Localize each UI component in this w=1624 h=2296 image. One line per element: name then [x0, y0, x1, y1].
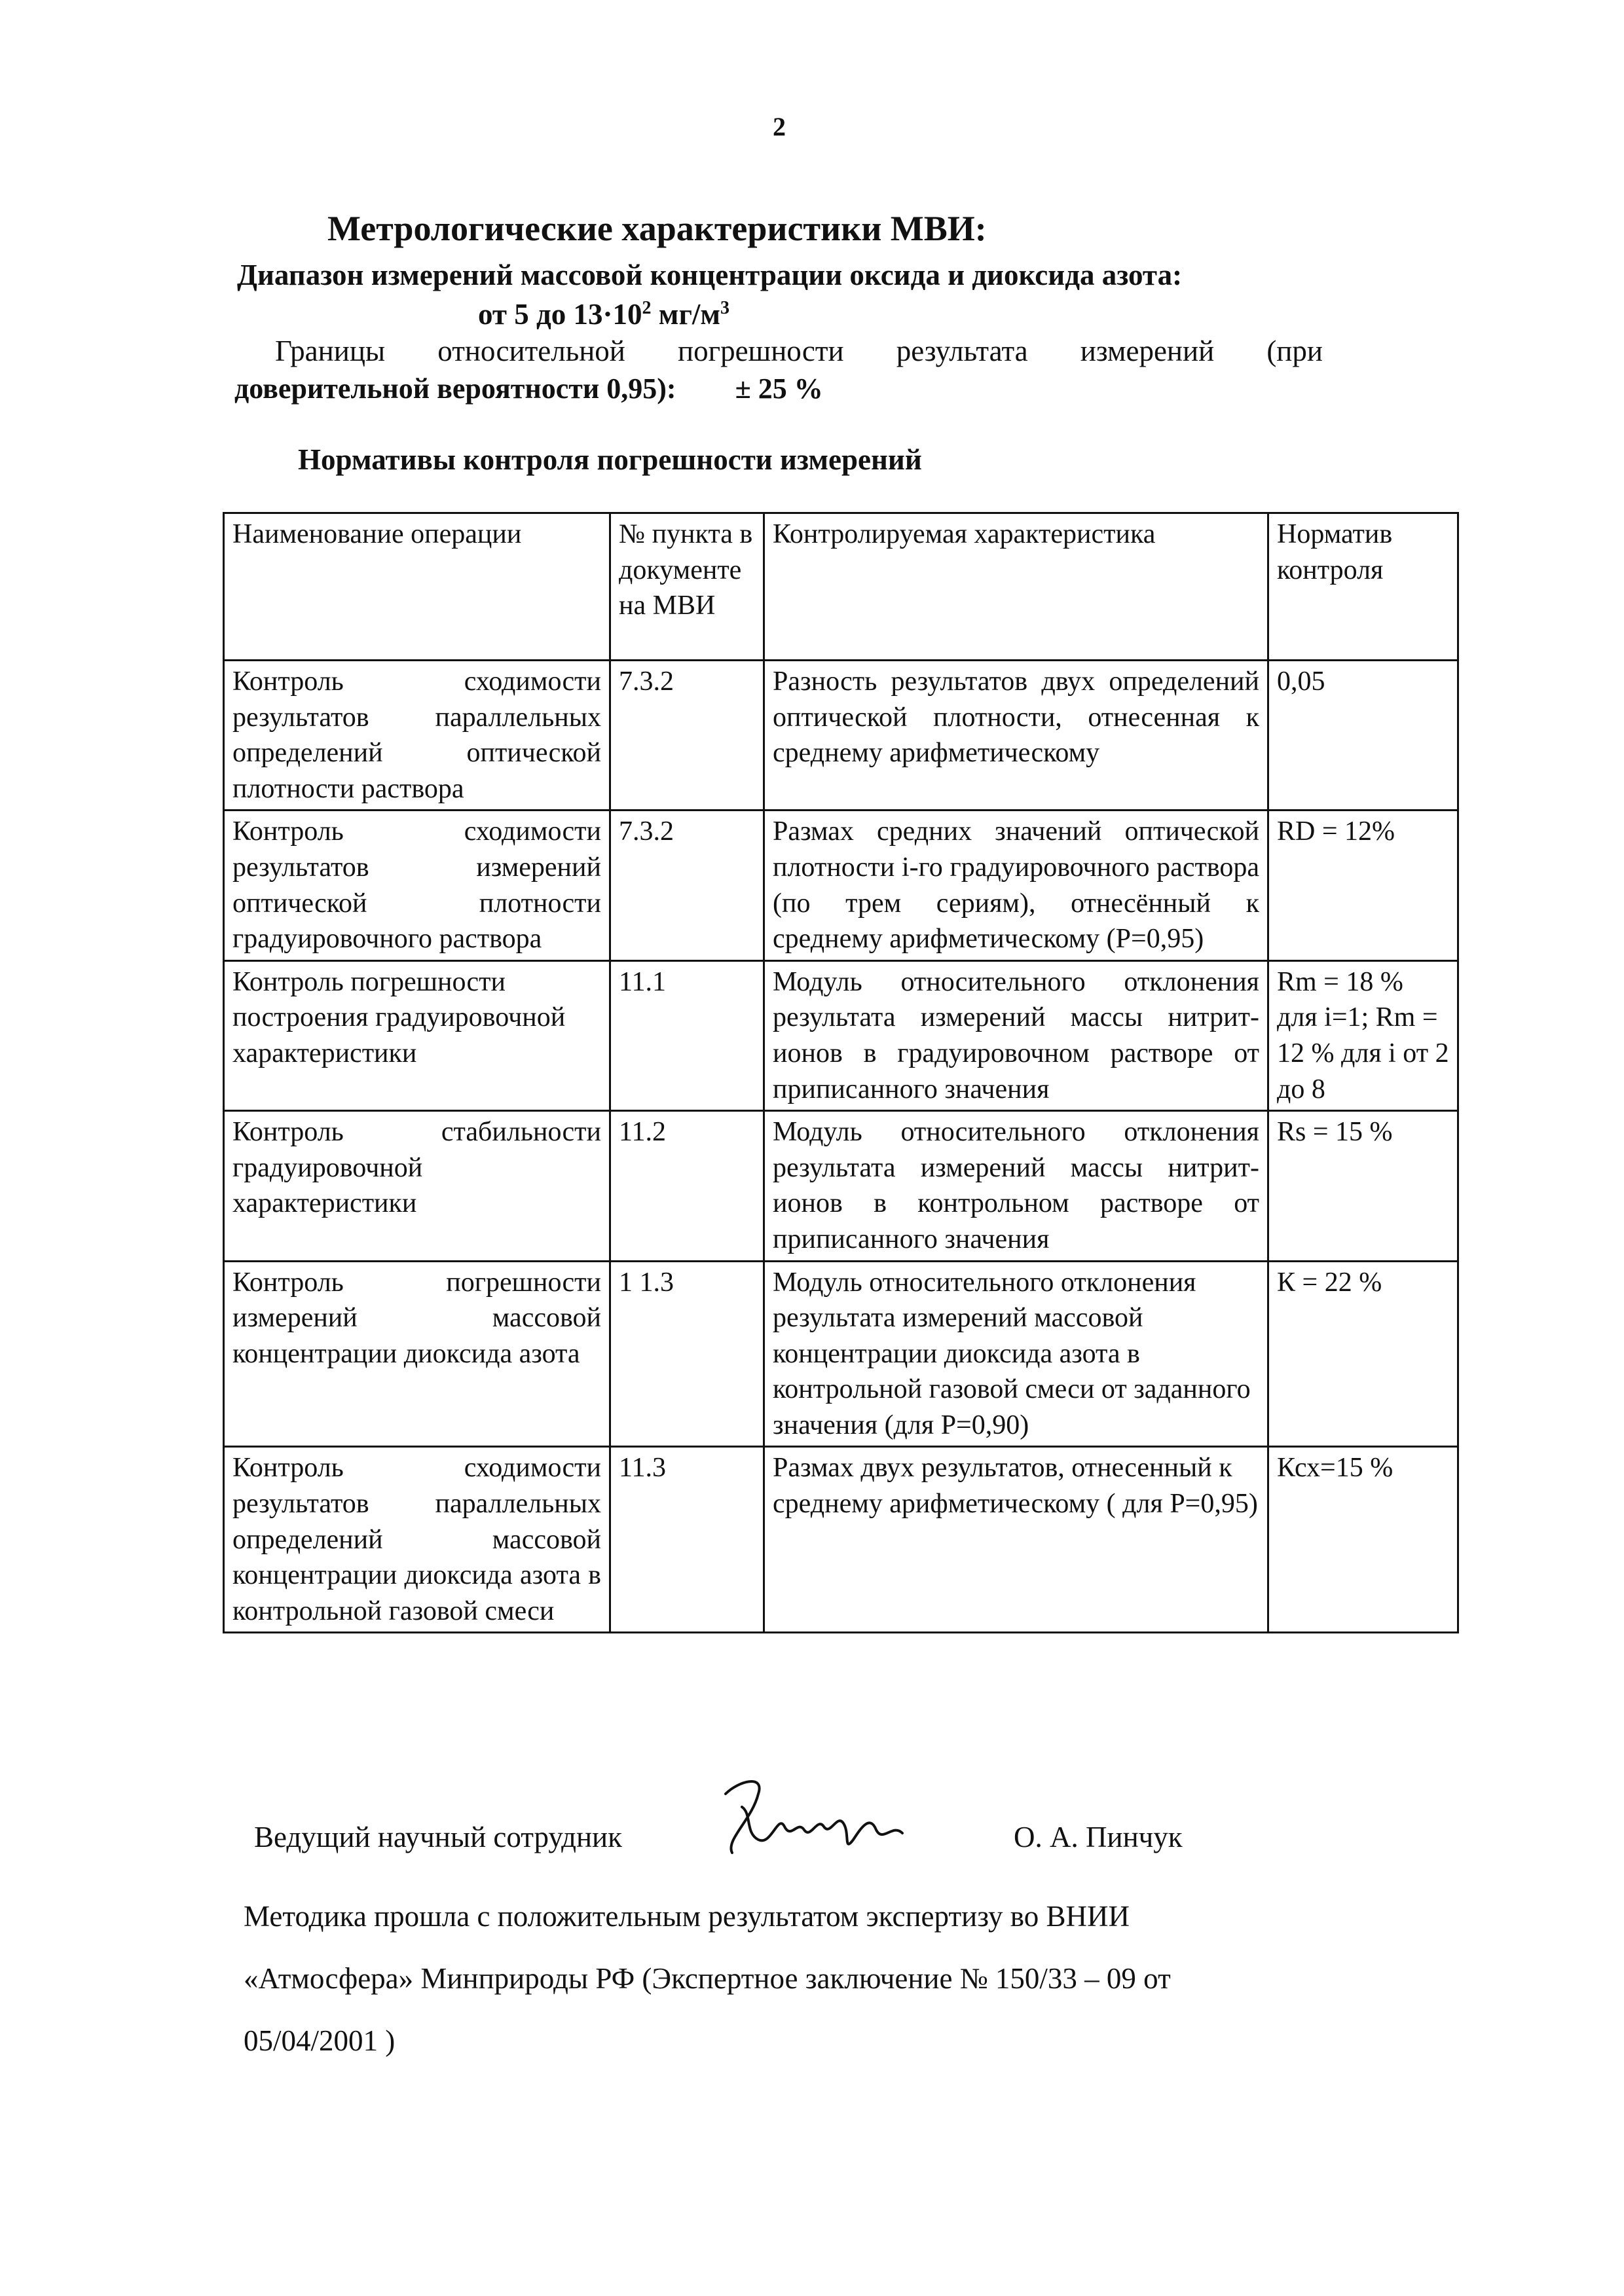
- cell-characteristic: Модуль относительного отклонения результата измерений массы нитрит-ионов в контрольном растворе от приписанного значения: [764, 1111, 1268, 1261]
- cell-operation: Контроль погрешности измерений массовой концентрации диоксида азота: [224, 1261, 610, 1447]
- signatory-name: О. А. Пинчук: [1014, 1821, 1183, 1853]
- cell-norm: RD = 12%: [1268, 811, 1458, 960]
- cell-norm: Ксх=15 %: [1268, 1447, 1458, 1633]
- cell-characteristic: Модуль относительного отклонения результата измерений массы нитрит-ионов в градуировочном растворе от приписанного значения: [764, 960, 1268, 1110]
- cell-operation: Контроль сходимости результатов измерений оптической плотности градуировочного раствора: [224, 811, 610, 960]
- approval-note: [244, 1886, 1265, 2072]
- cell-clause: 1 1.3: [610, 1261, 764, 1447]
- cell-clause: 7.3.2: [610, 661, 764, 811]
- norms-table: [223, 512, 1459, 1633]
- signature-block: [254, 1807, 1210, 1872]
- table-row: [224, 811, 1458, 960]
- table-row: [224, 1261, 1458, 1447]
- cell-norm: Rs = 15 %: [1268, 1111, 1458, 1261]
- cell-operation: Контроль стабильности градуировочной характеристики: [224, 1111, 610, 1261]
- cell-norm: Rm = 18 % для i=1; Rm = 12 % для i от 2 до 8: [1268, 960, 1458, 1110]
- signatory-role: Ведущий научный сотрудник: [254, 1821, 622, 1853]
- cell-clause: 11.1: [610, 960, 764, 1110]
- table-row: [224, 1111, 1458, 1261]
- approval-line: Методика прошла с положительным результатом экспертизу во ВНИИ: [244, 1900, 1130, 1933]
- table-row: [224, 661, 1458, 811]
- cell-characteristic: Модуль относительного отклонения результата измерений массовой концентрации диоксида азота в контрольной газовой смеси от заданного значения (для Р=0,90): [764, 1261, 1268, 1447]
- page-number: 2: [773, 112, 786, 141]
- cell-operation: Контроль сходимости результатов параллельных определений оптической плотности раствора: [224, 661, 610, 811]
- header-clause: № пункта в документе на МВИ: [610, 513, 764, 661]
- header-norm: Норматив контроля: [1268, 513, 1458, 661]
- error-bounds-value: ± 25 %: [735, 373, 823, 405]
- cell-characteristic: Разность результатов двух определений оптической плотности, отнесенная к среднему арифметическому: [764, 661, 1268, 811]
- cell-norm: 0,05: [1268, 661, 1458, 811]
- approval-line: 05/04/2001 ): [244, 2024, 396, 2057]
- cell-clause: 7.3.2: [610, 811, 764, 960]
- error-bounds-line: Границы относительной погрешности результата измерений (при: [275, 335, 1323, 367]
- document-title: Метрологические характеристики МВИ:: [327, 209, 987, 248]
- table-row: [224, 1447, 1458, 1633]
- measurement-range-label: Диапазон измерений массовой концентрации оксида и диоксида азота:: [237, 259, 1183, 291]
- handwritten-signature: [712, 1768, 922, 1866]
- cell-norm: К = 22 %: [1268, 1261, 1458, 1447]
- approval-line: «Атмосфера» Минприроды РФ (Экспертное заключение № 150/33 – 09 от: [244, 1962, 1171, 1995]
- header-characteristic: Контролируемая характеристика: [764, 513, 1268, 661]
- cell-operation: Контроль сходимости результатов параллельных определений массовой концентрации диоксида азота в контрольной газовой смеси: [224, 1447, 610, 1633]
- measurement-range-value: от 5 до $13\cdot 10^2$ $мг/м^3$: [478, 298, 730, 331]
- table-title: Нормативы контроля погрешности измерений: [298, 443, 922, 476]
- table-row: [224, 960, 1458, 1110]
- table-header-row: [224, 513, 1458, 661]
- cell-clause: 11.2: [610, 1111, 764, 1261]
- cell-characteristic: Размах двух результатов, отнесенный к среднему арифметическому ( для Р=0,95): [764, 1447, 1268, 1633]
- error-bounds-line-2: доверительной вероятности 0,95): ± 25 %: [234, 373, 823, 405]
- header-operation: Наименование операции: [224, 513, 610, 661]
- cell-clause: 11.3: [610, 1447, 764, 1633]
- cell-characteristic: Размах средних значений оптической плотности i-го градуировочного раствора (по трем сериям), отнесённый к среднему арифметическому (Р=0,95): [764, 811, 1268, 960]
- cell-operation: Контроль погрешности построения градуировочной характеристики: [224, 960, 610, 1110]
